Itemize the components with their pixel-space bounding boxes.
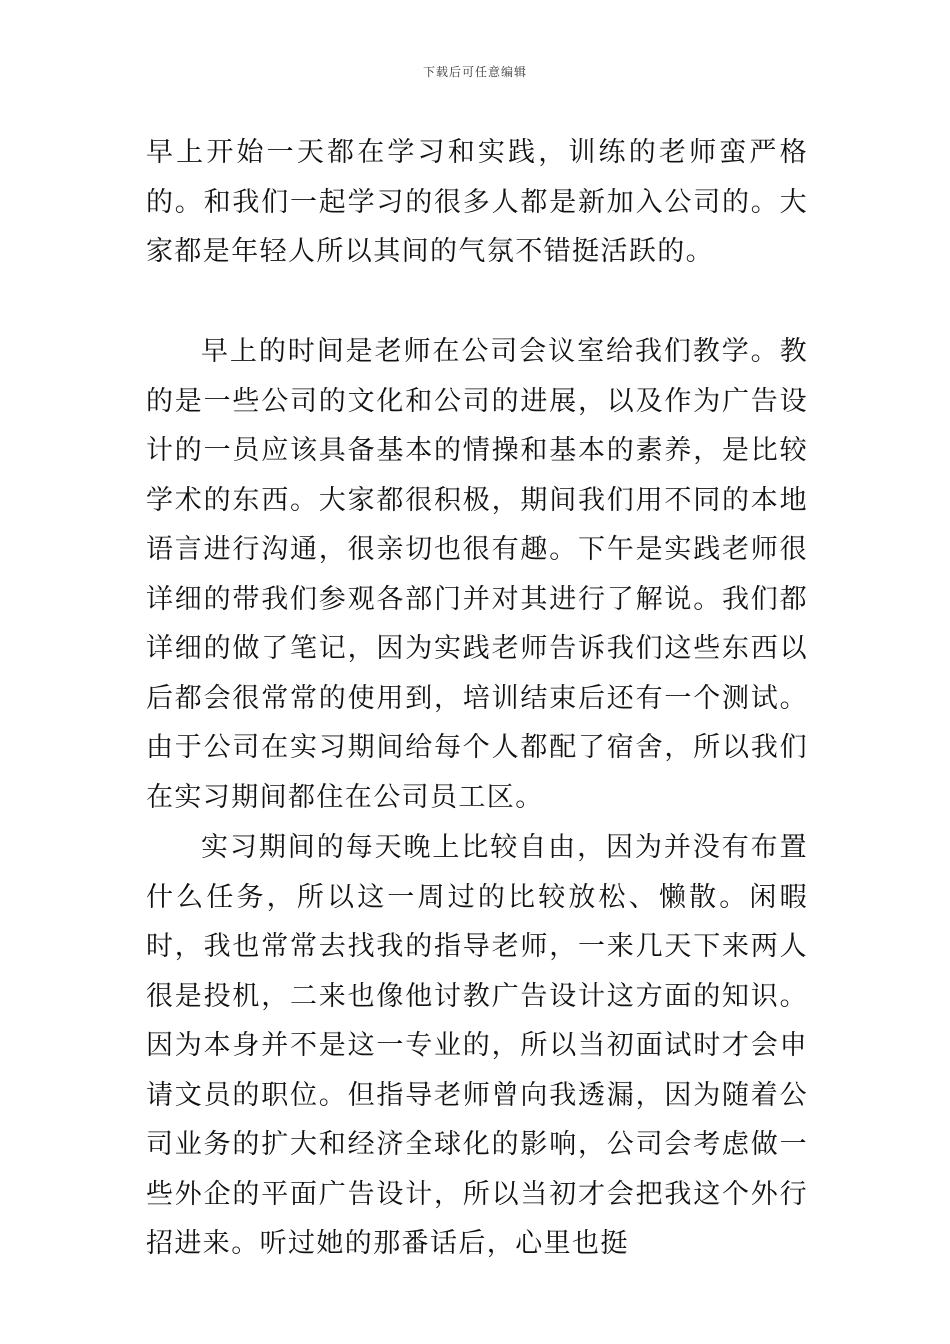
page-header: 下载后可任意编辑 <box>422 65 527 79</box>
paragraph-2: 早上的时间是老师在公司会议室给我们教学。教的是一些公司的文化和公司的进展，以及作为广告设计的一员应该具备基本的情操和基本的素养，是比较学术的东西。大家都很积极，期间我们用不同的本地语言进行沟通，很亲切也很有趣。下午是实践老师很详细的带我们参观各部门并对其进行了解说。我们都详细的做了笔记，因为实践老师告诉我们这些东西以后都会很常常的使用到，培训结束后还有一个测试。由于公司在实习期间给每个人都配了宿舍，所以我们在实习期间都住在公司员工区。 <box>146 336 808 813</box>
paragraph-3: 实习期间的每天晚上比较自由，因为并没有布置什么任务，所以这一周过的比较放松、懒散。闲暇时，我也常常去找我的指导老师，一来几天下来两人很是投机，二来也像他讨教广告设计这方面的知识。因为本身并不是这一专业的，所以当初面试时才会申请文员的职位。但指导老师曾向我透漏，因为随着公司业务的扩大和经济全球化的影响，公司会考虑做一些外企的平面广告设计，所以当初才会把我这个外行招进来。听过她的那番话后，心里也挺 <box>146 832 808 1259</box>
paragraph-1: 早上开始一天都在学习和实践，训练的老师蛮严格的。和我们一起学习的很多人都是新加入公司的。大家都是年轻人所以其间的气氛不错挺活跃的。 <box>146 137 808 267</box>
